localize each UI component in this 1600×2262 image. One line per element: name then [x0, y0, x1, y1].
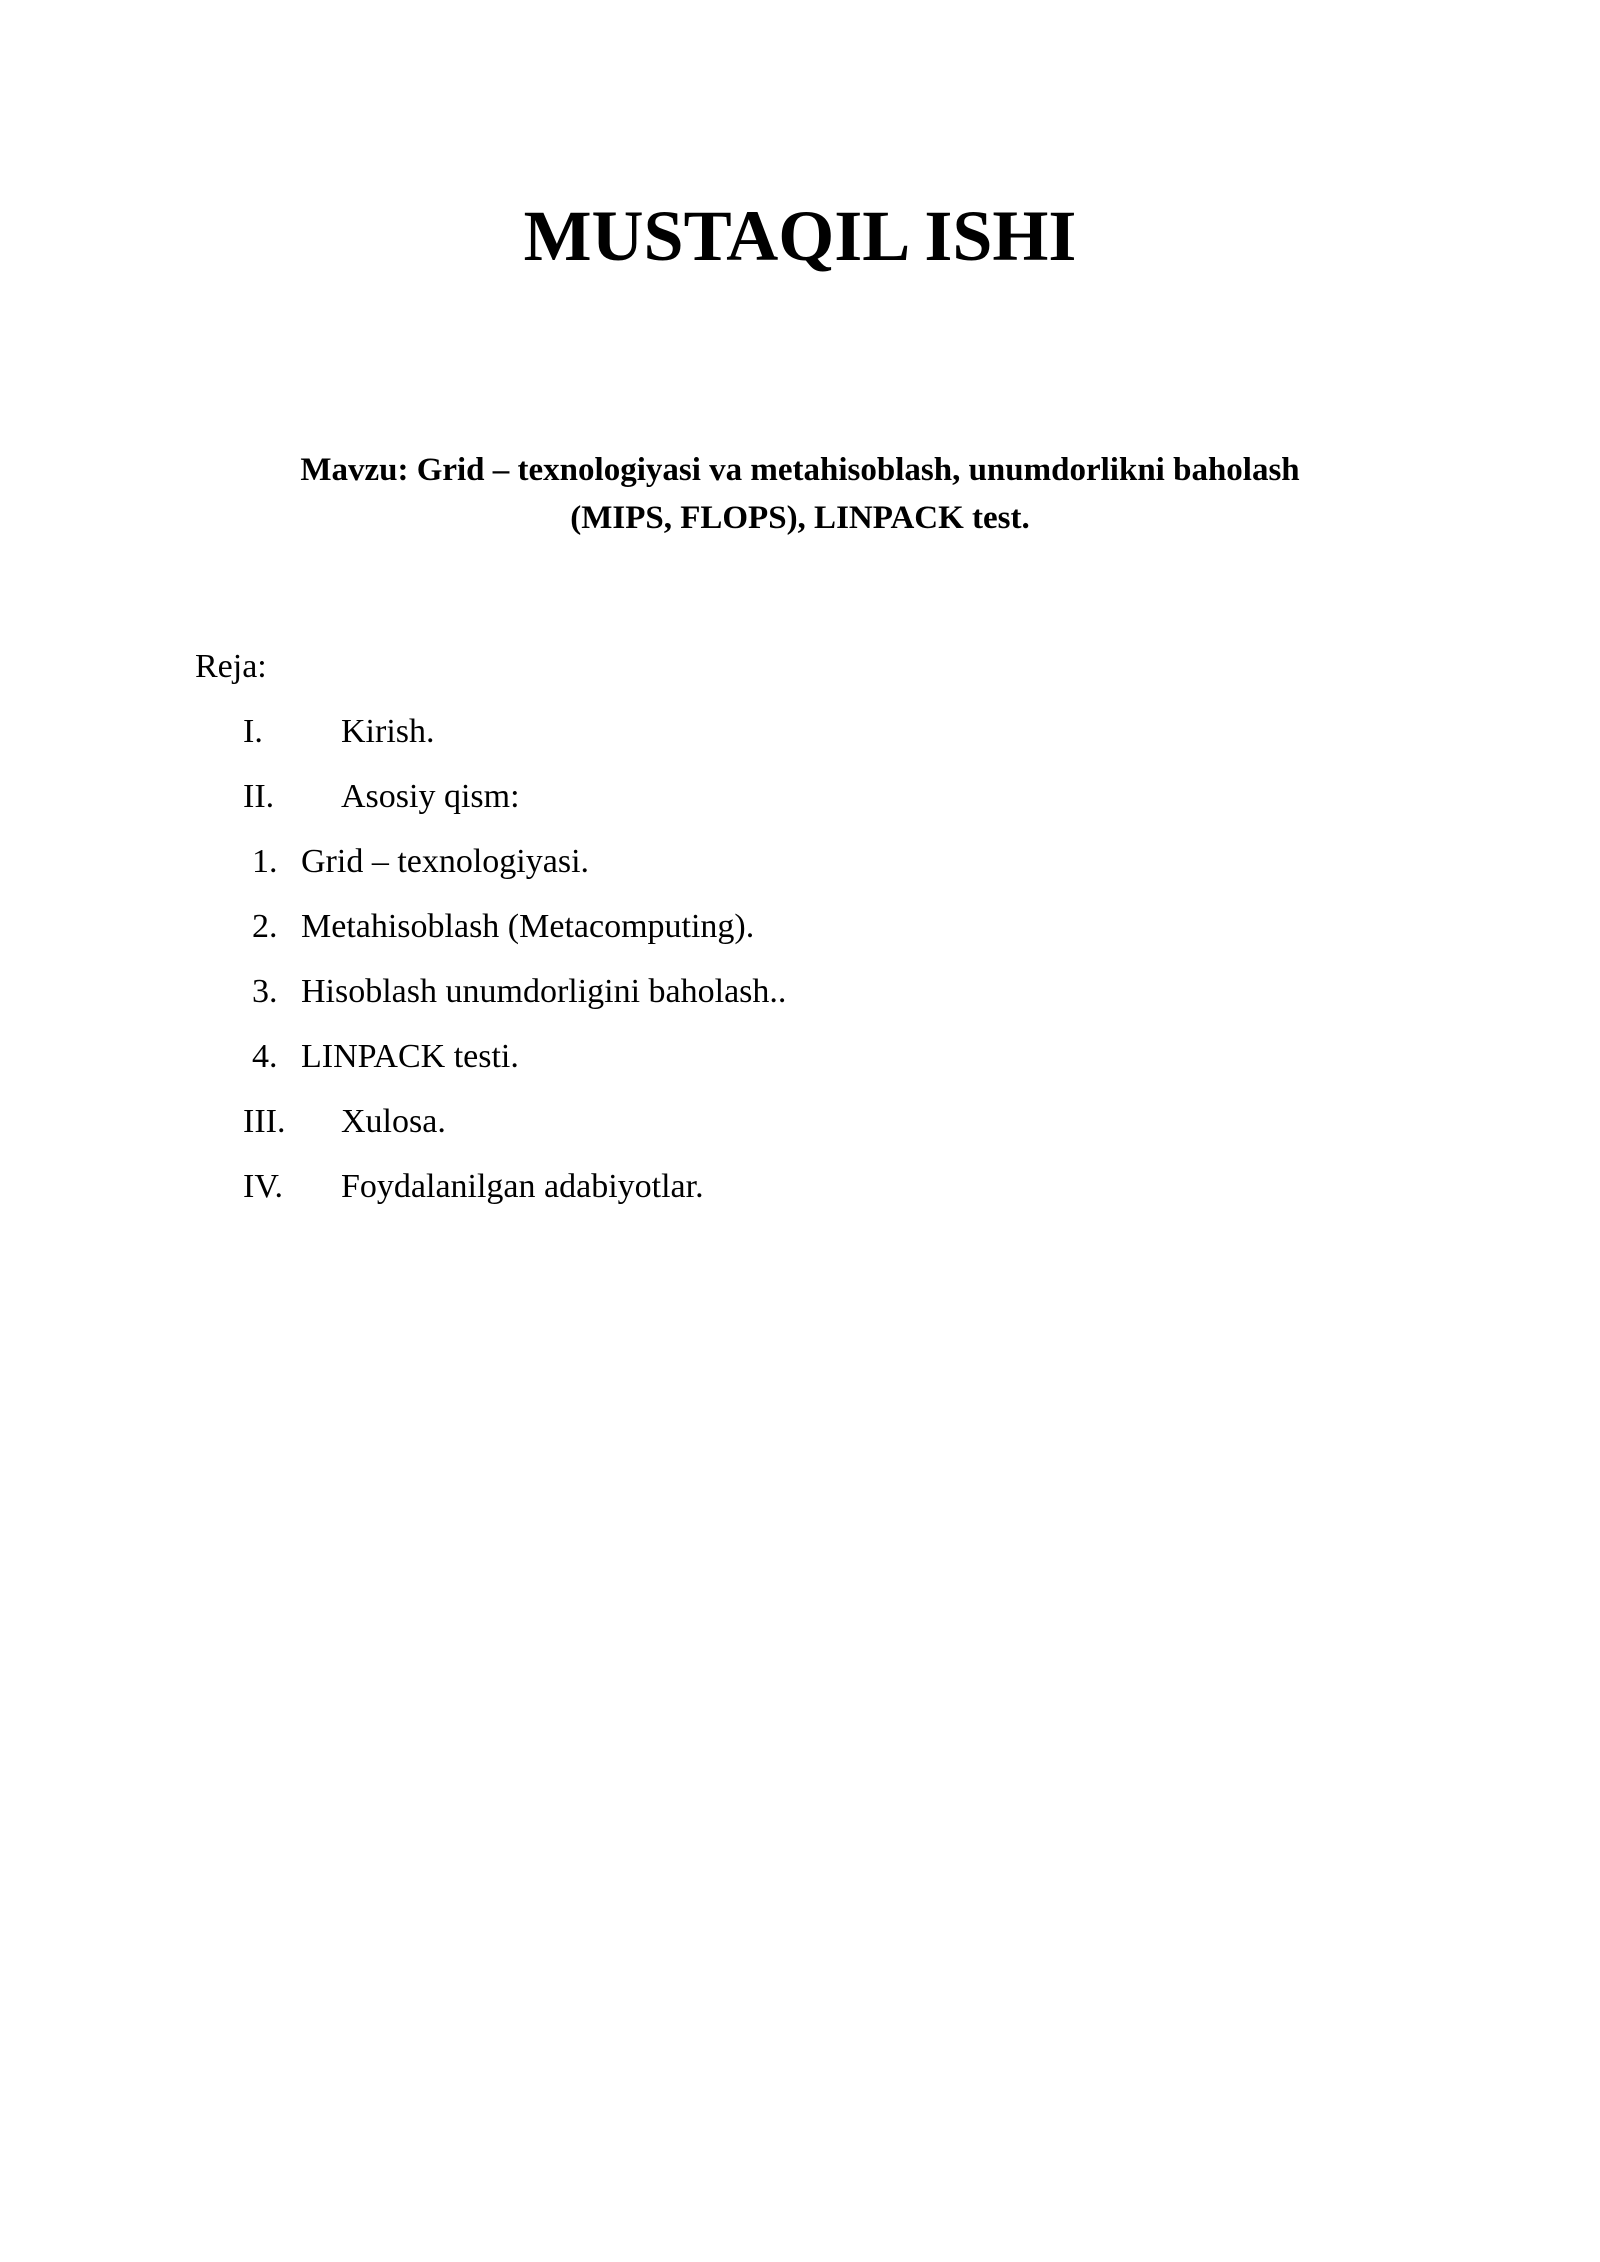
plan-item-text: Metahisoblash (Metacomputing).: [301, 908, 755, 945]
plan-item-number: IV.: [243, 1168, 283, 1205]
document-topic: [200, 446, 1400, 542]
plan-item-number: 1.: [252, 843, 278, 880]
plan-item-text: Xulosa.: [341, 1103, 446, 1140]
plan-item-text: Hisoblash unumdorligini baholash..: [301, 973, 787, 1010]
document-title: MUSTAQIL ISHI: [523, 196, 1077, 276]
plan-item-number: 4.: [252, 1038, 278, 1075]
plan-item-text: LINPACK testi.: [301, 1038, 519, 1075]
plan-item-text: Grid – texnologiyasi.: [301, 843, 590, 880]
plan-item-number: I.: [243, 713, 263, 750]
plan-item-number: 2.: [252, 908, 278, 945]
plan-item-text: Kirish.: [341, 713, 435, 750]
plan-item-number: 3.: [252, 973, 278, 1010]
plan-item-number: II.: [243, 778, 275, 815]
plan-item-text: Asosiy qism:: [341, 778, 520, 815]
plan-item-number: III.: [243, 1103, 286, 1140]
topic-line-2: (MIPS, FLOPS), LINPACK test.: [570, 500, 1030, 536]
plan-item-text: Foydalanilgan adabiyotlar.: [341, 1168, 704, 1205]
topic-line-1: Mavzu: Grid – texnologiyasi va metahisoblash, unumdorlikni baholash: [300, 452, 1300, 488]
plan-label: Reja:: [195, 648, 267, 685]
